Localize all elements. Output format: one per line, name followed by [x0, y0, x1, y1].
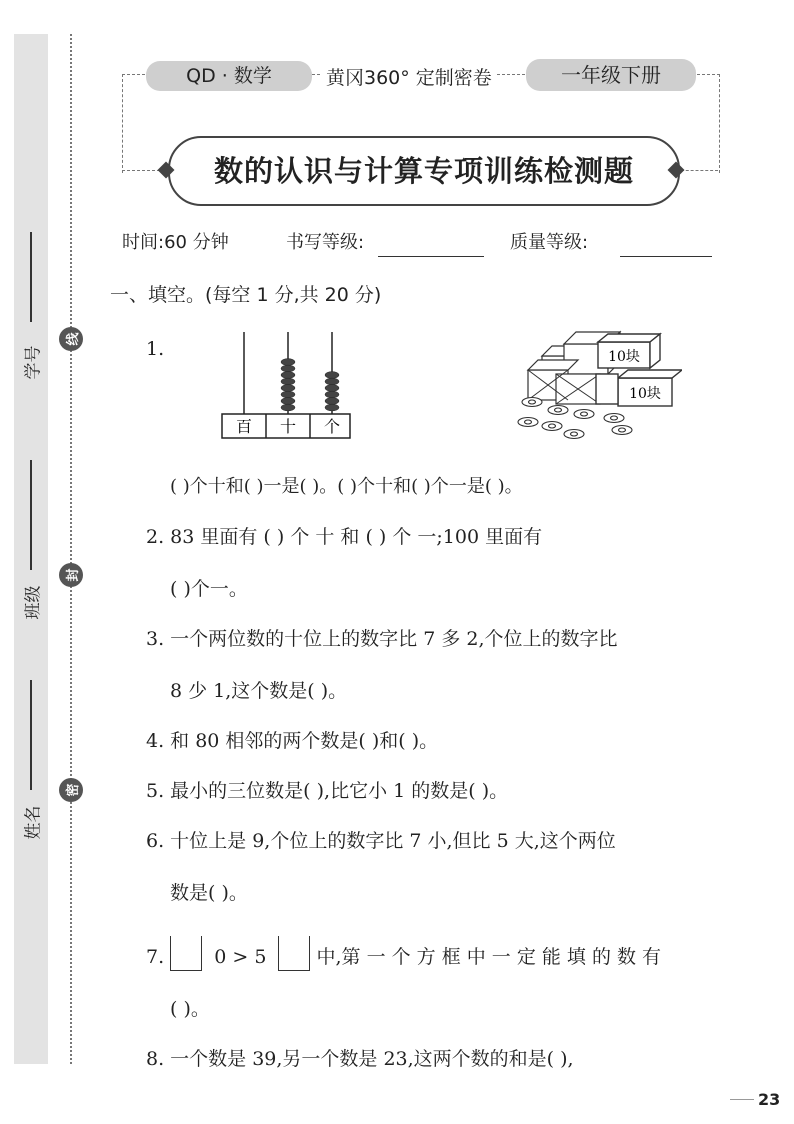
q3-line1: 3. 一个两位数的十位上的数字比 7 多 2,个位上的数字比	[146, 628, 618, 650]
q1-answer-line: ( )个十和( )一是( )。( )个十和( )个一是( )。	[170, 476, 523, 497]
class-label: 班级	[23, 585, 44, 620]
q7-inequality: 0 > 5	[214, 946, 267, 968]
seal-badge-line: 线	[59, 327, 83, 351]
quality-grade-blank[interactable]	[620, 256, 712, 257]
seal-badge-seal: 封	[59, 563, 83, 587]
cut-line	[70, 34, 72, 1064]
q7-text: 中,第 一 个 方 框 中 一 定 能 填 的 数 有	[316, 946, 662, 968]
name-label: 姓名	[23, 805, 44, 840]
blocks-figure	[512, 326, 682, 448]
block-label-top: 10块	[608, 349, 640, 365]
q7-box-2[interactable]	[278, 936, 310, 971]
q6-line2: 数是( )。	[170, 882, 248, 904]
section-heading: 一、填空。(每空 1 分,共 20 分)	[110, 284, 382, 306]
student-id-label: 学号	[23, 345, 44, 380]
q3-line2: 8 少 1,这个数是( )。	[170, 680, 348, 702]
name-write-line	[30, 680, 32, 790]
q7-box-1[interactable]	[170, 936, 202, 971]
grade-pill: 一年级下册	[526, 59, 696, 91]
q2-line2: ( )个一。	[170, 578, 248, 600]
q7-number: 7.	[146, 946, 165, 968]
page-number: 23	[758, 1090, 781, 1109]
abacus-beads-ones	[325, 372, 339, 411]
abacus-label-tens: 十	[279, 417, 297, 436]
q6-line1: 6. 十位上是 9,个位上的数字比 7 小,但比 5 大,这个两位	[146, 830, 616, 852]
time-limit: 时间:60 分钟	[122, 232, 229, 253]
q2-line1: 2. 83 里面有 ( ) 个 十 和 ( ) 个 一;100 里面有	[146, 526, 543, 548]
writing-grade-blank[interactable]	[378, 256, 484, 257]
block-label-bottom: 10块	[629, 386, 661, 402]
abacus-label-hundreds: 百	[235, 417, 253, 436]
q5-line: 5. 最小的三位数是( ),比它小 1 的数是( )。	[146, 780, 509, 802]
q7-line1	[146, 936, 661, 971]
id-write-line	[30, 232, 32, 322]
q1-number: 1.	[146, 338, 165, 360]
q8-line: 8. 一个数是 39,另一个数是 23,这两个数的和是( ),	[146, 1048, 574, 1070]
series-name: 黄冈360° 定制密卷	[322, 63, 496, 90]
abacus-beads-tens	[281, 359, 295, 411]
subject-pill: QD · 数学	[146, 61, 312, 91]
q7-line2: ( )。	[170, 998, 210, 1020]
page-number-rule	[730, 1099, 754, 1100]
page-title: 数的认识与计算专项训练检测题	[213, 154, 634, 188]
writing-grade-label: 书写等级:	[286, 232, 365, 253]
abacus-figure	[220, 328, 352, 440]
class-write-line	[30, 460, 32, 570]
q4-line: 4. 和 80 相邻的两个数是( )和( )。	[146, 730, 439, 752]
seal-badge-secret: 密	[59, 778, 83, 802]
abacus-label-ones: 个	[323, 417, 341, 436]
quality-grade-label: 质量等级:	[510, 232, 589, 253]
